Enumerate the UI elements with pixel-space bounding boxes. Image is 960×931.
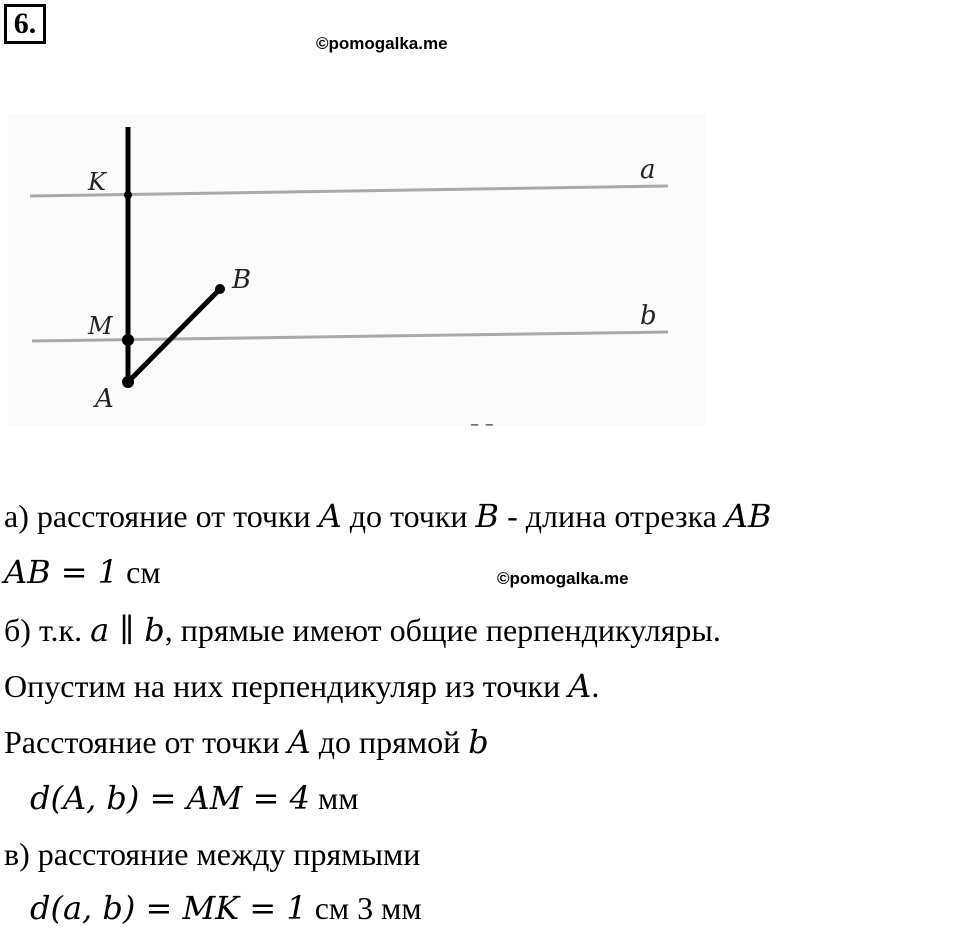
point-k <box>124 191 132 199</box>
watermark-top: ©pomogalka.me <box>316 34 448 53</box>
formula-distance-point-line: d(A, b) = AM = 4 мм <box>30 779 359 817</box>
stray-mark: – – <box>470 414 494 430</box>
problem-number: 6. <box>4 4 46 44</box>
label-m: M <box>88 312 113 340</box>
drop-perpendicular-line: Опустим на них перпендикуляр из точки A. <box>4 667 600 705</box>
solution-line-v: в) расстояние между прямыми <box>4 836 421 872</box>
label-b-point: B <box>232 265 252 295</box>
label-a: A <box>95 384 114 414</box>
watermark-middle: ©pomogalka.me <box>497 569 629 588</box>
point-m <box>122 334 134 346</box>
solution-line-b: б) т.к. a ∥ b, прямые имеют общие перпендикуляры. <box>4 611 721 649</box>
ab-equation: AB = 1 см <box>4 553 161 591</box>
solution-line-a: а) расстояние от точки A до точки B - длина отрезка AB <box>4 497 772 535</box>
point-a <box>122 376 134 388</box>
formula-distance-lines: d(a, b) = MK = 1 см 3 мм <box>30 889 422 927</box>
label-line-a: a <box>640 155 656 185</box>
figure-background <box>8 114 706 426</box>
distance-line: Расстояние от точки A до прямой b <box>4 723 489 761</box>
point-b <box>215 284 225 294</box>
label-line-b: b <box>640 301 657 331</box>
geometry-figure <box>0 100 710 430</box>
label-k: K <box>88 168 106 196</box>
